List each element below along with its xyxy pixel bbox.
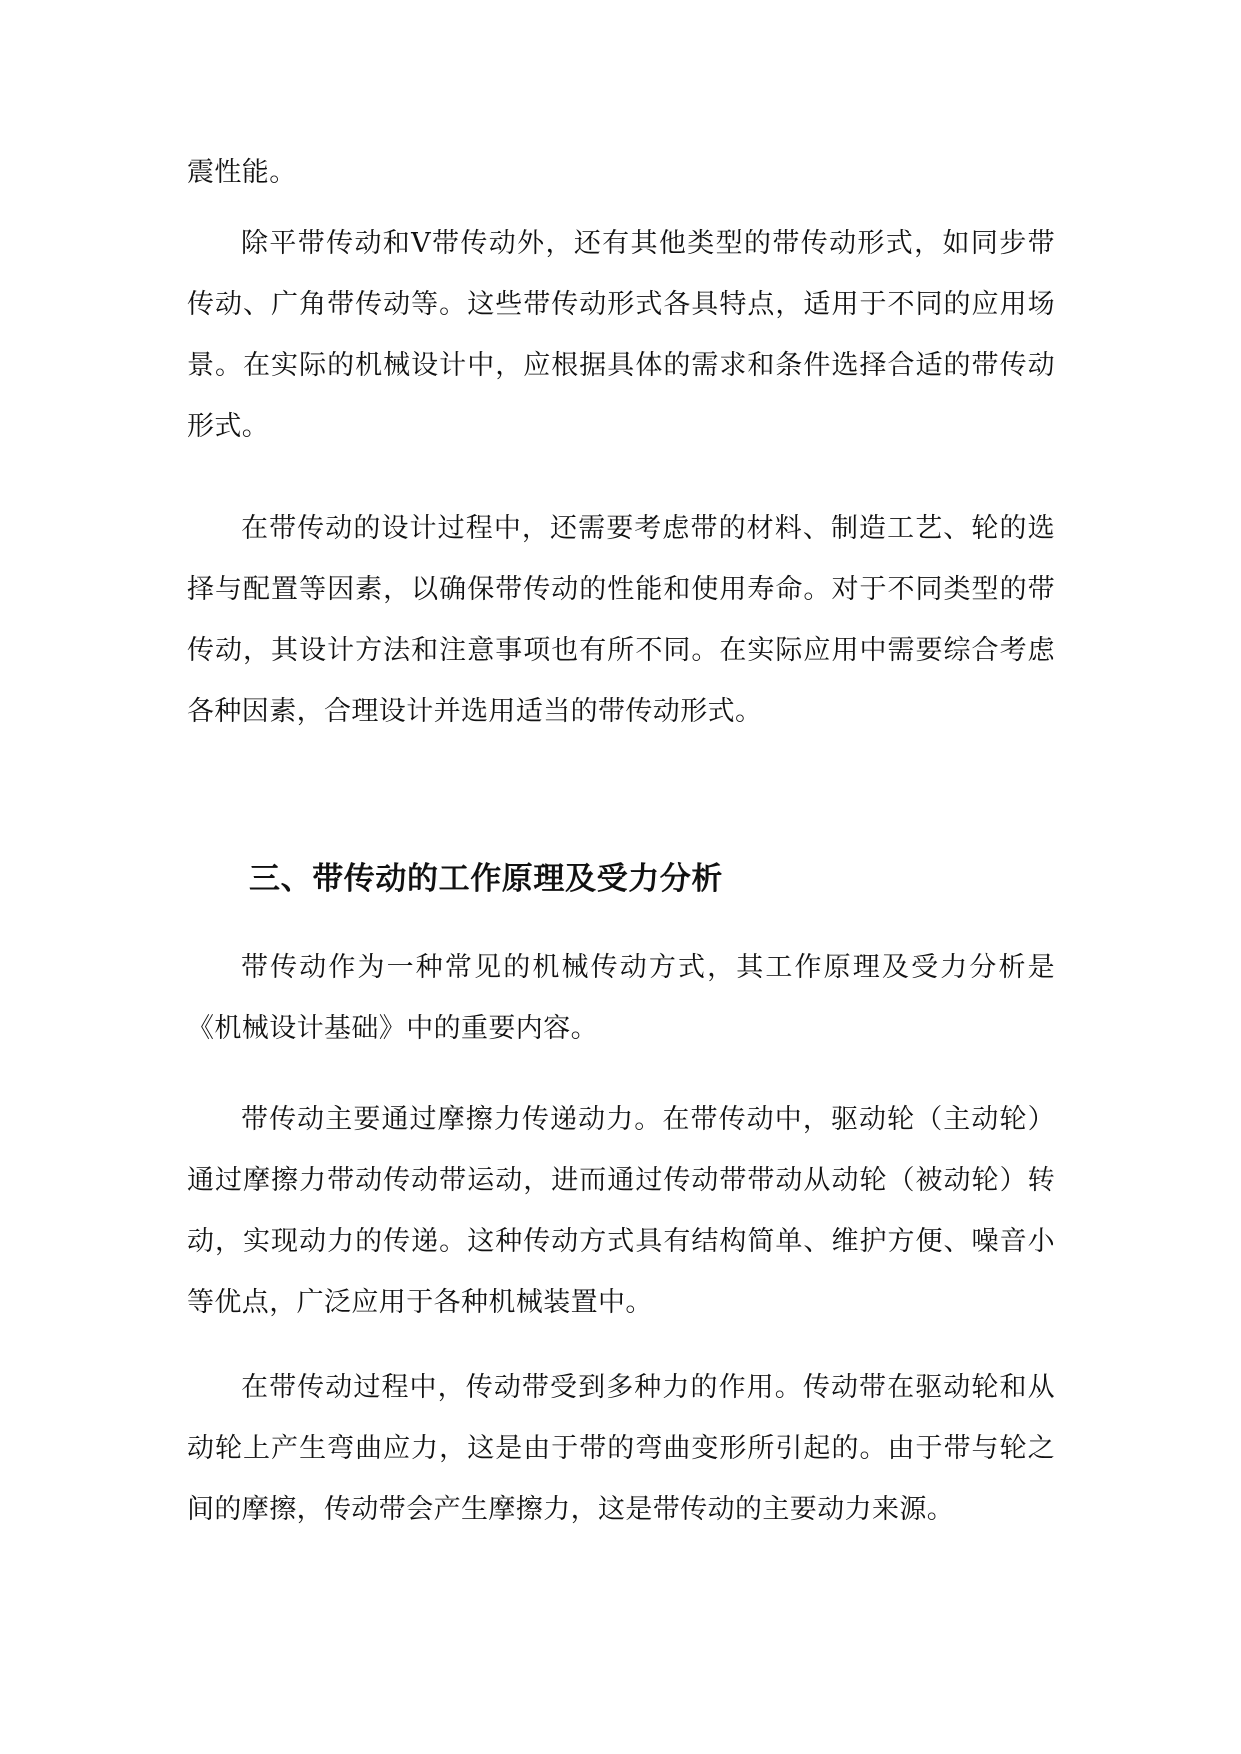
paragraph-section-intro: 带传动作为一种常见的机械传动方式，其工作原理及受力分析是《机械设计基础》中的重要内容。: [187, 952, 1055, 1044]
paragraph-belt-drive-types: 除平带传动和Ⅴ带传动外，还有其他类型的带传动形式，如同步带传动、广角带传动等。这些带传动形式各具特点，适用于不同的应用场景。在实际的机械设计中，应根据具体的需求和条件选择合适的带传动形式。: [187, 228, 1055, 442]
section-heading: 三、带传动的工作原理及受力分析: [249, 861, 723, 897]
paragraph-working-principle: 带传动主要通过摩擦力传递动力。在带传动中，驱动轮（主动轮）通过摩擦力带动传动带运动，进而通过传动带带动从动轮（被动轮）转动，实现动力的传递。这种传动方式具有结构简单、维护方便、噪音小等优点，广泛应用于各种机械装置中。: [187, 1104, 1055, 1318]
paragraph-design-considerations: 在带传动的设计过程中，还需要考虑带的材料、制造工艺、轮的选择与配置等因素，以确保带传动的性能和使用寿命。对于不同类型的带传动，其设计方法和注意事项也有所不同。在实际应用中需要综合考虑各种因素，合理设计并选用适当的带传动形式。: [187, 513, 1055, 727]
paragraph-continuation: 震性能。: [187, 157, 297, 188]
paragraph-force-analysis: 在带传动过程中，传动带受到多种力的作用。传动带在驱动轮和从动轮上产生弯曲应力，这是由于带的弯曲变形所引起的。由于带与轮之间的摩擦，传动带会产生摩擦力，这是带传动的主要动力来源。: [187, 1372, 1055, 1525]
